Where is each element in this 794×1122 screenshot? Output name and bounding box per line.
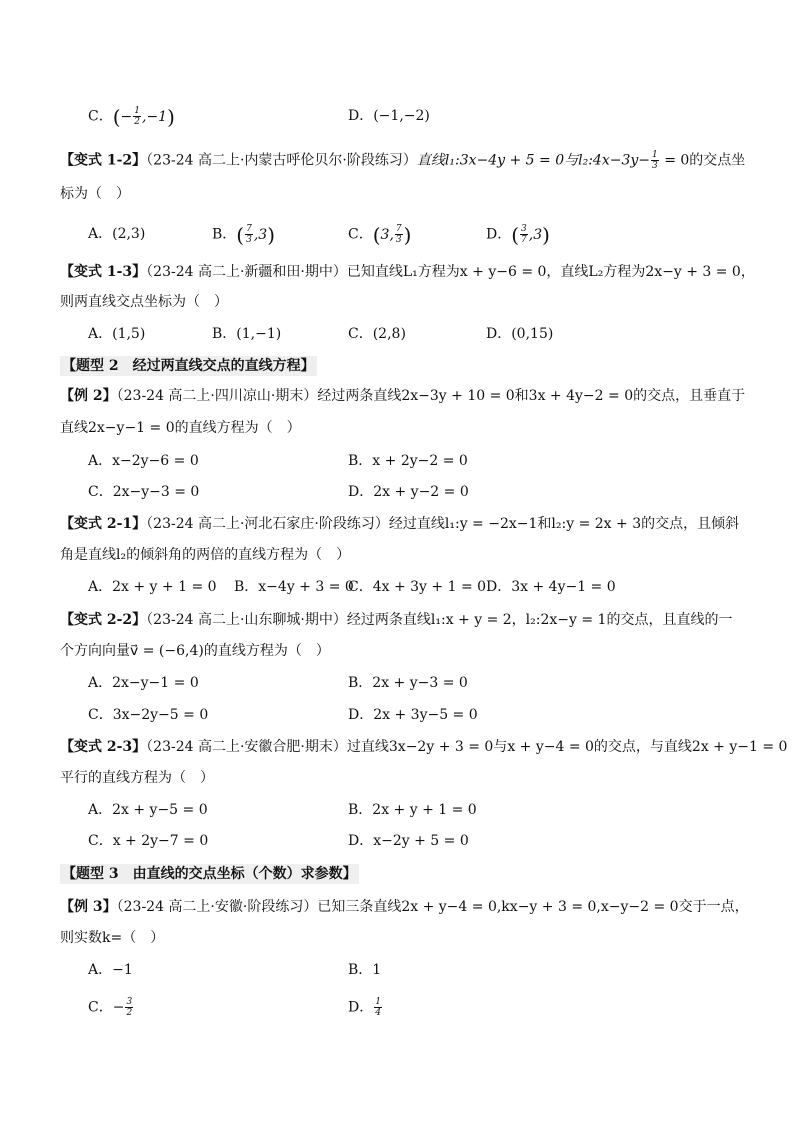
question-source: （23-24 高二上·内蒙古呼伦贝尔·阶段练习） — [146, 152, 417, 169]
fraction — [651, 150, 659, 171]
fraction-numerator: 3 — [126, 997, 133, 1007]
fraction-denominator: 2 — [126, 1008, 133, 1018]
question-text: 经过两条直线l₁:x + y = 2，l₂:2x−y = 1的交点，且直线的一 — [346, 612, 733, 628]
question-tag: 【例 3】 — [60, 899, 117, 915]
option-b: B．2x + y + 1 = 0 — [348, 802, 477, 818]
option-c: C．4x + 3y + 1 = 0 — [348, 579, 487, 595]
option-c: C．3x−2y−5 = 0 — [88, 707, 209, 723]
fraction-numerator: 7 — [246, 224, 252, 234]
point-tail: ,−1 — [142, 108, 168, 125]
fraction-denominator: 2 — [134, 117, 140, 127]
fraction-numerator: 7 — [395, 224, 402, 234]
question-text: 经过两条直线2x−3y + 10 = 0和3x + 4y−2 = 0的交点，且垂直于 — [317, 388, 746, 404]
option-b: B．( $\frac{7}{3}$ ,3) — [212, 222, 276, 247]
question-v12-line1 — [60, 150, 745, 171]
fraction — [133, 106, 141, 127]
fraction-denominator: 3 — [395, 235, 402, 245]
question-ex3-line2: 则实数k=（ ） — [60, 930, 165, 946]
option-c: C．(3, $\frac{7}{3}$ ) — [348, 222, 412, 247]
option-label: C． — [88, 108, 113, 125]
fraction-numerator: 1 — [652, 150, 658, 160]
point-head: 3, — [380, 226, 394, 243]
option-b: B．x−4y + 3 = 0 — [234, 579, 354, 595]
option-d: D．2x + y−2 = 0 — [348, 484, 469, 500]
fraction-numerator: 1 — [134, 106, 140, 116]
question-text: 直线l₁:3x−4y + 5 = 0与l₂:4x−3y− — [416, 152, 651, 169]
question-tag: 【变式 2-1】 — [60, 516, 147, 532]
option-a: A．2x−y−1 = 0 — [88, 675, 199, 691]
question-source: （23-24 高二上·安徽·阶段练习） — [116, 899, 318, 915]
option-a: A．x−2y−6 = 0 — [88, 453, 199, 469]
question-text-end: = 0的交点坐 — [659, 152, 746, 169]
option-d: D．2x + 3y−5 = 0 — [348, 707, 478, 723]
fraction-denominator: 3 — [246, 235, 252, 245]
option-label: C． — [348, 226, 373, 243]
point-tail: ,3 — [528, 226, 543, 243]
fraction-denominator: 4 — [375, 1008, 381, 1018]
fraction — [125, 997, 133, 1018]
question-tag: 【例 2】 — [60, 388, 117, 404]
option-a: A．2x + y + 1 = 0 — [88, 579, 217, 595]
question-text: 过直线3x−2y + 3 = 0与x + y−4 = 0的交点，与直线2x + y−1 = 0 — [346, 739, 788, 755]
question-v22-line2: 个方向向量v⃗ = (−6,4)的直线方程为（ ） — [60, 643, 330, 659]
option-value: (− $\frac{1}{2}$ ,−1) — [112, 104, 175, 129]
question-text: 已知三条直线2x + y−4 = 0,kx−y + 3 = 0,x−y−2 = 0交于一点， — [317, 899, 749, 915]
option-c: C．x + 2y−7 = 0 — [88, 833, 209, 849]
option-d: D．x−2y + 5 = 0 — [348, 833, 469, 849]
question-tag: 【变式 1-3】 — [60, 264, 147, 280]
question-tag: 【变式 1-2】 — [60, 152, 147, 169]
question-source: （23-24 高二上·河北石家庄·阶段练习） — [146, 516, 389, 532]
option-a: A．2x + y−5 = 0 — [88, 802, 208, 818]
fraction-numerator: 3 — [521, 224, 527, 234]
option-d: D．( $\frac{3}{7}$ ,3) — [486, 222, 550, 247]
question-text: 已知直线L₁方程为x + y−6 = 0，直线L₂方程为2x−y + 3 = 0， — [346, 264, 755, 280]
fraction-denominator: 3 — [652, 161, 658, 171]
fraction-denominator: 7 — [521, 235, 527, 245]
question-tag: 【变式 2-3】 — [60, 739, 147, 755]
option-c — [88, 997, 134, 1018]
question-ex3-line1 — [60, 897, 749, 917]
option-b: B．x + 2y−2 = 0 — [348, 453, 468, 469]
option-b: B．1 — [348, 962, 382, 978]
option-d: D．(0,15) — [486, 326, 554, 342]
question-source: （23-24 高二上·新疆和田·期中） — [146, 264, 347, 280]
option-b: B．(1,−1) — [212, 326, 282, 342]
fraction — [374, 997, 382, 1018]
question-v21-line2: 角是直线l₂的倾斜角的两倍的直线方程为（ ） — [60, 547, 351, 563]
option-d: D．(−1,−2) — [348, 108, 430, 124]
option-c — [88, 106, 175, 127]
option-label: D． — [486, 226, 512, 243]
question-v21-line1 — [60, 514, 739, 534]
question-source: （23-24 高二上·安徽合肥·期末） — [146, 739, 347, 755]
option-label: D． — [348, 999, 374, 1016]
question-text: 经过直线l₁:y = −2x−1和l₂:y = 2x + 3的交点，且倾斜 — [388, 516, 740, 532]
question-source: （23-24 高二上·四川凉山·期末） — [116, 388, 318, 404]
option-c: C．(2,8) — [348, 326, 406, 342]
section-heading: 【题型 2 经过两直线交点的直线方程】 — [62, 358, 315, 374]
question-v13-line1 — [60, 262, 755, 282]
fraction — [520, 224, 528, 245]
option-a: A．−1 — [88, 962, 133, 978]
question-v12-line2: 标为（ ） — [60, 186, 130, 202]
fraction-numerator: 1 — [375, 997, 381, 1007]
option-label: C．− — [88, 999, 125, 1016]
fraction — [245, 224, 253, 245]
option-c: C．2x−y−3 = 0 — [88, 484, 200, 500]
option-d: D．3x + 4y−1 = 0 — [486, 579, 616, 595]
question-ex2-line1 — [60, 386, 745, 406]
question-source: （23-24 高二上·山东聊城·期中） — [146, 612, 347, 628]
option-d — [348, 997, 383, 1018]
point-tail: ,3 — [253, 226, 268, 243]
question-v13-line2: 则两直线交点坐标为（ ） — [60, 294, 228, 310]
question-ex2-line2: 直线2x−y−1 = 0的直线方程为（ ） — [60, 420, 301, 436]
option-b: B．2x + y−3 = 0 — [348, 675, 468, 691]
option-a: A．(1,5) — [88, 326, 146, 342]
question-tag: 【变式 2-2】 — [60, 612, 147, 628]
question-v22-line1 — [60, 610, 732, 630]
fraction — [395, 224, 403, 245]
option-a: A．(2,3) — [88, 226, 146, 242]
question-v23-line1 — [60, 737, 787, 757]
option-label: B． — [212, 226, 237, 243]
question-v23-line2: 平行的直线方程为（ ） — [60, 770, 214, 786]
section-heading: 【题型 3 由直线的交点坐标（个数）求参数】 — [62, 866, 357, 882]
